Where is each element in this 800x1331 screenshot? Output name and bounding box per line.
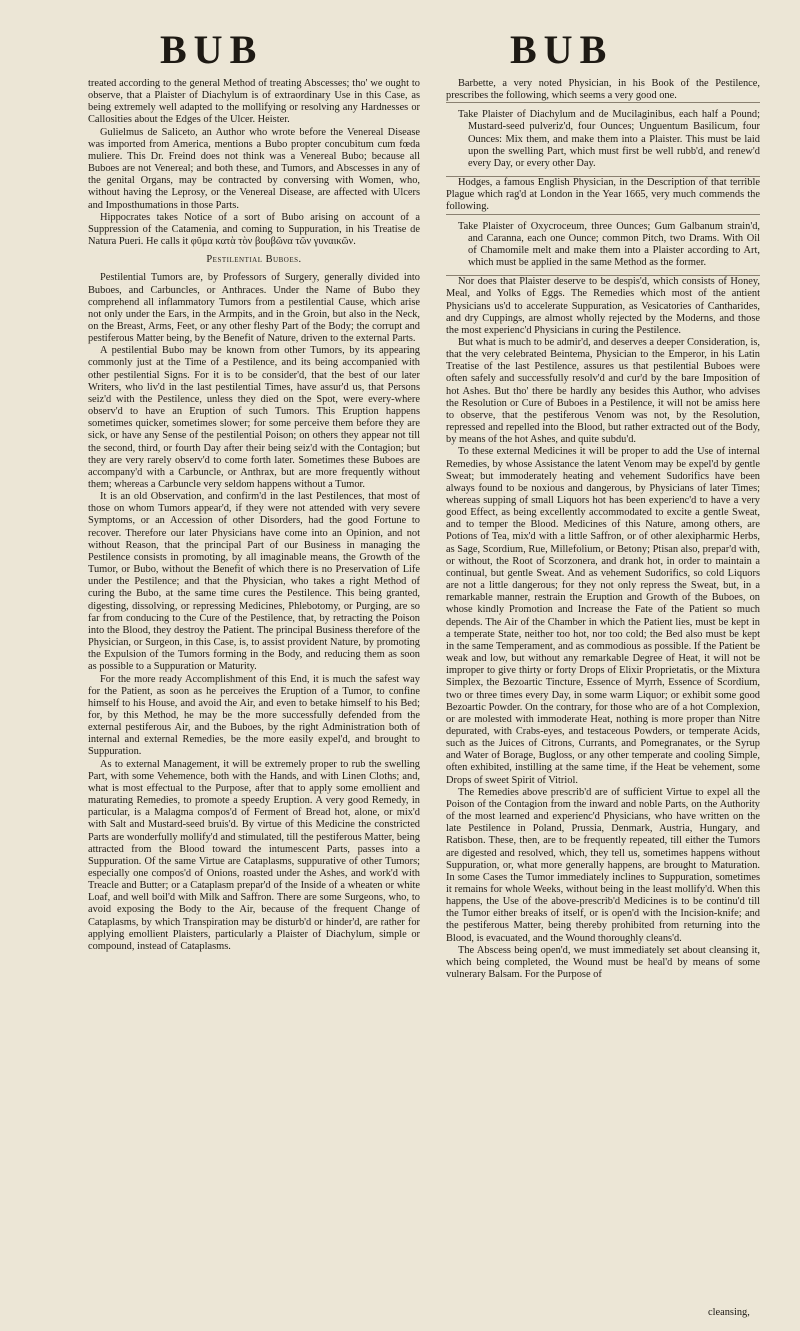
recipe-block: Take Plaister of Diachylum and de Mucilaginibus, each half a Pound; Mustard-seed pulveriz'd, four Ounces; Unguentum Basilicum, four Ounces: Mix them, and make them into a Plaister. This must be laid upon the swelling Part, which must first be well rubb'd, and renew'd every Day, or every other Day.: [446, 102, 760, 177]
running-head-right: BUB: [510, 27, 614, 72]
section-title: Pestilential Buboes.: [206, 254, 302, 266]
paragraph: The Remedies above prescrib'd are of sufficient Virtue to expel all the Poison of the Contagion from the inward and noble Parts, on the Authority of the most learned and experienc'd Physicians, who have written on the late Pestilence in Poland, Prussia, Denmark, Austria, Hungary, and Ratisbon. These, then, are to be frequently repeated, till either the Tumors are digested and resolved, which, they tell us, sometimes happens without Suppuration, or, what more generally happens, are brought to Maturation. In some Cases the Tumor immediately inclines to Suppuration, sometimes it remains for whole Weeks, without being in the least mollify'd. When this happens, the Use of the above-prescrib'd Medicines is to be continu'd till the Tumor either breaks of itself, or is open'd with the Incision-knife; and the pestiferous Matter, being thereby prohibited from returning into the Blood, is evacuated, and the Wound thoroughly cleans'd.: [446, 786, 760, 944]
paragraph: It is an old Observation, and confirm'd in the last Pestilences, that most of those on whom Tumors appear'd, if they were not attended with very severe Symptoms, or an Accession of other Disorders, had the good Fortune to recover. Therefore our later Physicians have come into an Opinion, and not without Reason, that the principal Part of our Business in managing the Pestilence consists in promoting, by all imaginable means, the Growth of the Tumor, or Bubo, without the Benefit of which there is no Preservation of Life under the Pestilence; and that the Physician, who takes a right Method of curing the Bubo, at the same time cures the Pestilence. This being granted, digesting, dissolving, or repressing Medicines, Phlebotomy, or Purging, are so far from conducing to the Cure of the Pestilence, that, by retracting the Poison into the Blood, they destroy the Patient. The principal Business therefore of the Physician, or Surgeon, in this Case, is, to assist provident Nature, by promoting the Expulsion of the Tumors forming in the Body, and reducing them as soon as possible to a Suppuration or Maturity.: [88, 491, 420, 673]
paragraph: To these external Medicines it will be proper to add the Use of internal Remedies, by whose Assistance the latent Venom may be expel'd by gentle Sweat; but immoderately heating and vehement Sudorifics have been always found to be noxious and dangerous, by Physicians of later Times; whereas supping of small Liquors hot has been experienc'd to have a very good Effect, as being excellently accommodated to excite a gentle Sweat, and to temper the Blood. Medicines of this Nature, among others, are Potions of Tea, mix'd with a little Saffron, or of other alexipharmic Herbs, as Sage, Scordium, Rue, Millefolium, or Betony; Ptisan also, prepar'd with, or without, the Root of Scorzonera, and drank hot, in order to maintain a continual, but gentle Sweat. And as vehement Sudorifics, so cold Liquors are not a little dangerous; for they not only repress the Sweat, but, in a remarkable manner, restrain the Eruption and Growth of the Buboes, on whose kindly Promotion and Increase the Fate of the Patient so much depends. The Air of the Chamber in which the Patient lies, must be kept in a temperate State, neither too hot, nor too cold; the Bed also must be kept in the same Temperament, and as commodious as possible. If the Patient be weak and low, but without any remarkable Degree of Heat, it will not be improper to give thirty or forty Drops of Elixir Proprietatis, or the Mixtura Simplex, the Bezoartic Tincture, Essence of Myrrh, Essence of Scordium, two or three times every Day, in some warm Liquor; or exhibit some good Bezoartic Powder. On the contrary, for those who are of a hot Complexion, or are molested with immoderate Heat, nothing is more proper than Nitre depurated, with Crabs-eyes, and testaceous Powders, or temperate Acids, such as the Juices of Citrons, Currants, and Pomegranates, or the Syrup and Water of Borage, Bugloss, or any other temperate and cooling Simple, often exhibited, instilling at the same time, if the Heat be vehement, some Drops of sweet Spirit of Vitriol.: [446, 446, 760, 786]
paragraph: treated according to the general Method of treating Abscesses; tho' we ought to observe, that a Plaister of Diachylum is of extraordinary Use in this Case, as being extremely well adapted to the mollifying or resolving any Hardnesses or Callosities about the Edges of the Ulcer. Heister.: [88, 78, 420, 126]
paragraph: The Abscess being open'd, we must immediately set about cleansing it, which being completed, the Wound must be heal'd by means of some vulnerary Balsam. For the Purpose of: [446, 944, 760, 981]
paragraph: For the more ready Accomplishment of this End, it is much the safest way for the Patient, as soon as he perceives the Eruption of a Tumor, to confine himself to his House, and avoid the Air, and even to betake himself to his Bed; for, by this Method, he may be the more successfully defended from the external pestiferous Air, and the Buboes, by the right Administration both of internal and external Remedies, be the more easily expel'd, and brought to Suppuration.: [88, 673, 420, 758]
recipe-block: Take Plaister of Oxycroceum, three Ounces; Gum Galbanum strain'd, and Caranna, each one Ounce; common Pitch, two Drams. With Oil of Chamomile melt and make them into a Plaister according to Art, which must be applied in the same Method as the former.: [446, 214, 760, 277]
paragraph: Barbette, a very noted Physician, in his Book of the Pestilence, prescribes the following, which seems a very good one.: [446, 78, 760, 102]
paragraph: But what is much to be admir'd, and deserves a deeper Consideration, is, that the very celebrated Beintema, Physician to the Emperor, in his Latin Treatise of the last Pestilence, assures us that pestilential Buboes were often safely and successfully resolv'd and cur'd by the bare Imposition of hot Ashes. But tho' there be hardly any besides this Author, who advises the Resolution or Cure of Buboes in a Pestilence, it will not be amiss here to observe, that the pestiferous Venom was not, by the Resolution, repressed and repelled into the Blood, but rather extracted out of the Body, by means of the hot Ashes, and quite subdu'd.: [446, 336, 760, 446]
paragraph: A pestilential Bubo may be known from other Tumors, by its appearing commonly just at the Time of a Pestilence, and its being accompanied with other pestilential Signs. For it is to be consider'd, that the best of our later Writers, who liv'd in the last pestilential Times, have assur'd us, that Persons seiz'd with the Pestilence, unless they died on the Spot, were every-where observ'd to have an Eruption of such Tumors. This Eruption happens sometimes quicker, sometimes slower; for some perceive them before they are sick, or have any Sense of the pestilential Poison; on others they appear not till the second, third, or fourth Day after their being seiz'd with the Contagion; but they are very rarely observ'd to come forth later. Sometimes these Buboes are accompany'd with a Carbuncle, or Anthrax, but are more frequently without them; whereas a Carbuncle very seldom happens without a Tumor.: [88, 345, 420, 490]
catchword: cleansing,: [708, 1307, 750, 1318]
paragraph: Hodges, a famous English Physician, in the Description of that terrible Plague which rag'd at London in the Year 1665, very much commends the following.: [446, 177, 760, 213]
paragraph: As to external Management, it will be extremely proper to rub the swelling Part, with some Vehemence, both with the Hands, and with Linen Cloths; and, what is most effectual to the Purpose, after that to apply some emollient and maturating Remedies, to promote a speedy Eruption. A very good Remedy, in particular, is a Malagma compos'd of Ferment of Bread hot, alone, or mix'd with Salt and Mustard-seed bruis'd. By virtue of this Medicine the constricted Parts are wonderfully mollify'd and stimulated, till the pestiferous Matter, being attracted from the Blood toward the intumescent Parts, passes into a Suppuration. Of the same Virtue are Cataplasms, suppurative of other Tumors; especially one compos'd of Onions, roasted under the Ashes, and work'd with Treacle and Butter; or a Cataplasm prepar'd of the Inside of a wheaten or white Loaf, and well boil'd with Milk and Saffron. There are some Surgeons, who, to avoid exposing the Body to the Air, because of the frequent Change of Cataplasms, by which Transpiration may be disturb'd or hinder'd, are rather for applying emollient Plaisters, particularly a Plaister of Diachylum, simple or compound, instead of Cataplasms.: [88, 758, 420, 952]
paragraph: Hippocrates takes Notice of a sort of Bubo arising on account of a Suppression of the Catamenia, and coming to Suppuration, in his Treatise de Natura Pueri. He calls it φῦμα κατὰ τὸν βουβῶνα τῶν γυναικῶν.: [88, 211, 420, 248]
left-column: [88, 78, 420, 953]
paragraph: Pestilential Tumors are, by Professors of Surgery, generally divided into Buboes, and Carbuncles, or Anthraces. Under the Name of Bubo they comprehend all inflammatory Tumors from a pestilential Cause, which arise not only under the Ears, in the Armpits, and in the Groin, but also in the Neck, on the Breast, Arms, Feet, or any other fleshy Part of the Body; the corrupt and pestiferous Matter being, by the Benefit of Nature, driven to the external Parts.: [88, 272, 420, 345]
paragraph: Gulielmus de Saliceto, an Author who wrote before the Venereal Disease was imported from America, mentions a Bubo propter concubitum cum fœda muliere. This Dr. Freind does not think was a Venereal Bubo; because all Buboes are not Venereal; and both these, and Tumors, and Abscesses in any of the genital Organs, may be contracted by conversing with Women, who, without having the Leprosy, or the Venereal Disease, are affected with Ulcers and Imposthumations in those Parts.: [88, 126, 420, 211]
right-column: [446, 78, 760, 981]
running-head-left: BUB: [160, 27, 264, 72]
paragraph: Nor does that Plaister deserve to be despis'd, which consists of Honey, Meal, and Yolks of Eggs. The Remedies which most of the antient Physicians us'd to accelerate Suppuration, as Vesicatories of Cantharides, and dry Cuppings, are almost wholly rejected by the Moderns, and those the most experienc'd Physicians in curing the Pestilence.: [446, 276, 760, 336]
